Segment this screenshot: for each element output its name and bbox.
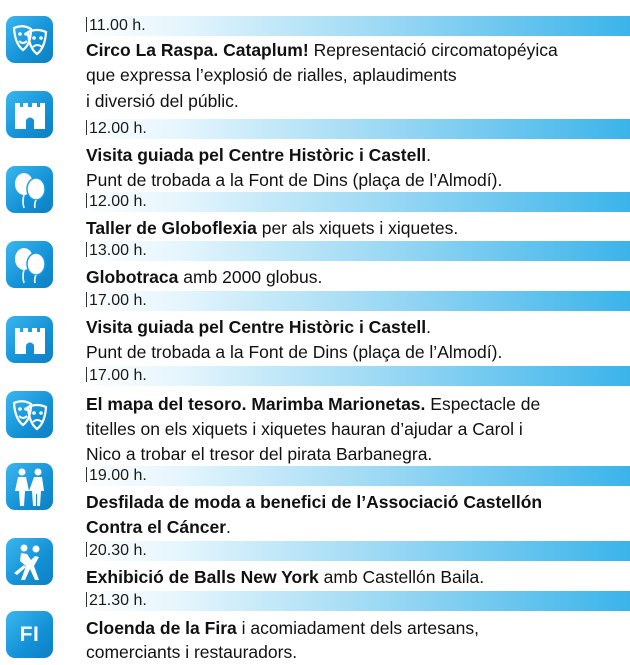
event-line: titelles on els xiquets i xiquetes hauran d’ajudar a Carol i — [86, 419, 523, 439]
masks-icon — [6, 391, 53, 438]
event-line — [86, 143, 431, 168]
event-title: El mapa del tesoro. Marimba Marionetas. — [86, 394, 426, 414]
event-time: 11.00 h. — [89, 17, 146, 34]
event-description: Espectacle de — [425, 394, 541, 414]
event-line — [86, 38, 558, 63]
time-bar — [76, 16, 630, 36]
event-title: Taller de Globoflexia — [86, 218, 257, 238]
event-line: Punt de trobada a la Font de Dins (plaça de l’Almodí). — [86, 170, 503, 190]
time-bar — [76, 291, 630, 311]
balloons-icon — [6, 241, 53, 288]
event-description: per als xiquets i xiquetes. — [256, 218, 459, 238]
event-title: Exhibició de Balls New York — [86, 567, 319, 587]
event-line — [86, 392, 540, 417]
balloons-icon — [6, 166, 53, 213]
castle-icon — [6, 91, 53, 138]
time-bar — [76, 192, 630, 212]
time-bar — [76, 241, 630, 261]
event-line: comerciants i restauradors. — [86, 642, 298, 662]
event-line — [86, 515, 231, 540]
castle-icon — [6, 316, 53, 363]
dancers-icon — [6, 538, 53, 585]
event-title-continued: Contra el Cáncer — [86, 517, 227, 537]
event-time: 19.00 h. — [89, 467, 147, 484]
event-title: Cloenda de la Fira — [86, 618, 237, 638]
event-title: Globotraca — [86, 267, 179, 287]
event-description: amb 2000 globus. — [178, 267, 323, 287]
event-title-end: . — [226, 517, 231, 537]
event-line: Nico a trobar el tresor del pirata Barbanegra. — [86, 444, 433, 464]
time-bar — [76, 466, 630, 486]
event-line — [86, 490, 542, 515]
event-time: 20.30 h. — [89, 542, 147, 559]
event-description: amb Castellón Baila. — [318, 567, 485, 587]
event-description: Representació circomatopéyica — [308, 40, 558, 60]
event-title: Desfilada de moda a benefici de l’Associació Castellón — [86, 492, 543, 512]
event-title: Visita guiada pel Centre Històric i Castell — [86, 145, 427, 165]
event-title-end: . — [426, 145, 431, 165]
event-time: 12.00 h. — [89, 120, 147, 137]
event-title: Circo La Raspa. Cataplum! — [86, 40, 309, 60]
event-time: 13.00 h. — [89, 242, 147, 259]
event-title: Visita guiada pel Centre Històric i Castell — [86, 317, 427, 337]
event-line: i diversió del públic. — [86, 91, 239, 111]
time-bar — [76, 119, 630, 139]
time-bar — [76, 541, 630, 561]
event-time: 17.00 h. — [89, 367, 147, 384]
event-line — [86, 616, 479, 641]
event-line: que expressa l’explosió de rialles, aplaudiments — [86, 65, 457, 85]
event-line — [86, 315, 431, 340]
event-time: 12.00 h. — [89, 193, 147, 210]
time-bar — [76, 591, 630, 611]
event-description: i acomiadament dels artesans, — [236, 618, 479, 638]
event-time: 21.30 h. — [89, 592, 147, 609]
event-line: Punt de trobada a la Font de Dins (plaça de l’Almodí). — [86, 342, 503, 362]
fi-icon: FI — [6, 611, 53, 658]
event-title-end: . — [426, 317, 431, 337]
event-line — [86, 565, 484, 590]
event-line — [86, 216, 458, 241]
masks-icon — [6, 16, 53, 63]
event-time: 17.00 h. — [89, 292, 147, 309]
event-line — [86, 265, 322, 290]
time-bar — [76, 366, 630, 386]
models-icon — [6, 463, 53, 510]
